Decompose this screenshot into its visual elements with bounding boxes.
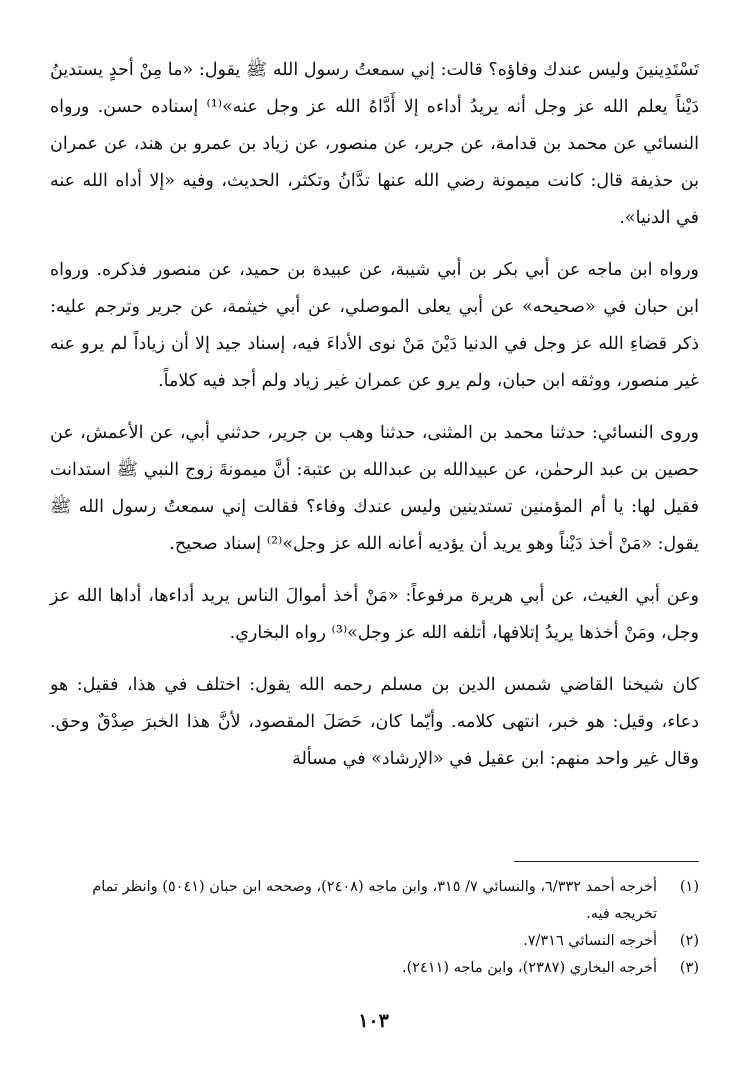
main-text [50,52,699,793]
footnote-text: أخرجه النسائي ٧/٣١٦. [523,933,657,949]
footnote-number: (٣) [679,960,699,976]
footnotes [50,874,699,982]
paragraph: تَسْتَدِينينَ وليس عندك وفاؤه؟ قالت: إني سمعتُ رسول الله ﷺ يقول: «ما مِنْ أحدٍ يستدينُ دَيْناً يعلم الله عز وجل أنه يريدُ أداءه إلا أَدَّاهُ الله عز وجل عنه»⁽¹⁾ إسناده حسن. ورواه النسائي عن محمد بن قدامة، عن جرير، عن منصور، عن زياد بن عمرو بن هند، عن عمران بن حذيفة قال: كانت ميمونة رضي الله عنها تدَّانُ وتكثر، الحديث، وفيه «إلا أداه الله عنه في الدنيا». [50,60,699,228]
paragraph: وروى النسائي: حدثنا محمد بن المثنى، حدثنا وهب بن جرير، حدثني أبي، عن الأعمش، عن حصين بن عبد الرحمٰن، عن عبيدالله بن عبدالله بن عتبة: أنَّ ميمونةَ زوج النبي ﷺ استدانت فقيل لها: يا أم المؤمنين تستدينين وليس عندك وفاء؟ فقالت إني سمعتُ رسول الله ﷺ يقول: «مَنْ أخذ دَيْناً وهو يريد أن يؤديه أعانه الله عز وجل»⁽²⁾ إسناد صحيح. [50,423,699,554]
footnote [50,874,699,928]
paragraph: كان شيخنا القاضي شمس الدين بن مسلم رحمه الله يقول: اختلف في هذا، فقيل: هو دعاء، وقيل: هو خبر، انتهى كلامه. وأيّما كان، حَصَلَ المقصود، لأنَّ هذا الخبرَ صِدْقٌ وحق. وقال غير واحد منهم: ابن عقيل في «الإرشاد» في مسألة [50,675,699,769]
page-number: ١٠٣ [358,1010,389,1032]
footnote [50,928,699,955]
footnote-number: (٢) [679,933,699,949]
footnote-text: أخرجه أحمد ٦/٣٣٢، والنسائي ٧/ ٣١٥، وابن ماجه (٢٤٠٨)، وصححه ابن حبان (٥٠٤١) وانظر تمام تخريجه فيه. [92,879,657,922]
footnote-separator [514,861,699,862]
paragraph: ورواه ابن ماجه عن أبي بكر بن أبي شيبة، عن عبيدة بن حميد، عن منصور فذكره. ورواه ابن حبان في «صحيحه» عن أبي يعلى الموصلي، عن أبي خيثمة، عن جرير وترجم عليه: ذكر قضاءِ الله عز وجل في الدنيا دَيْنَ مَنْ نوى الأداءَ فيه، إسناد جيد إلا أن زياداً لم يرو عنه غير منصور، ووثقه ابن حبان، ولم يرو عن عمران غير زياد ولم أجد فيه كلاماً. [50,260,699,391]
footnote [50,955,699,982]
footnote-text: أخرجه البخاري (٢٣٨٧)، وابن ماجه (٢٤١١). [401,960,657,976]
footnote-number: (١) [679,879,699,895]
paragraph: وعن أبي الغيث، عن أبي هريرة مرفوعاً: «مَنْ أخذ أموالَ الناس يريد أداءها، أداها الله عز وجل، ومَنْ أخذها يريدُ إتلافها، أتلفه الله عز وجل»⁽³⁾ رواه البخاري. [50,586,699,643]
